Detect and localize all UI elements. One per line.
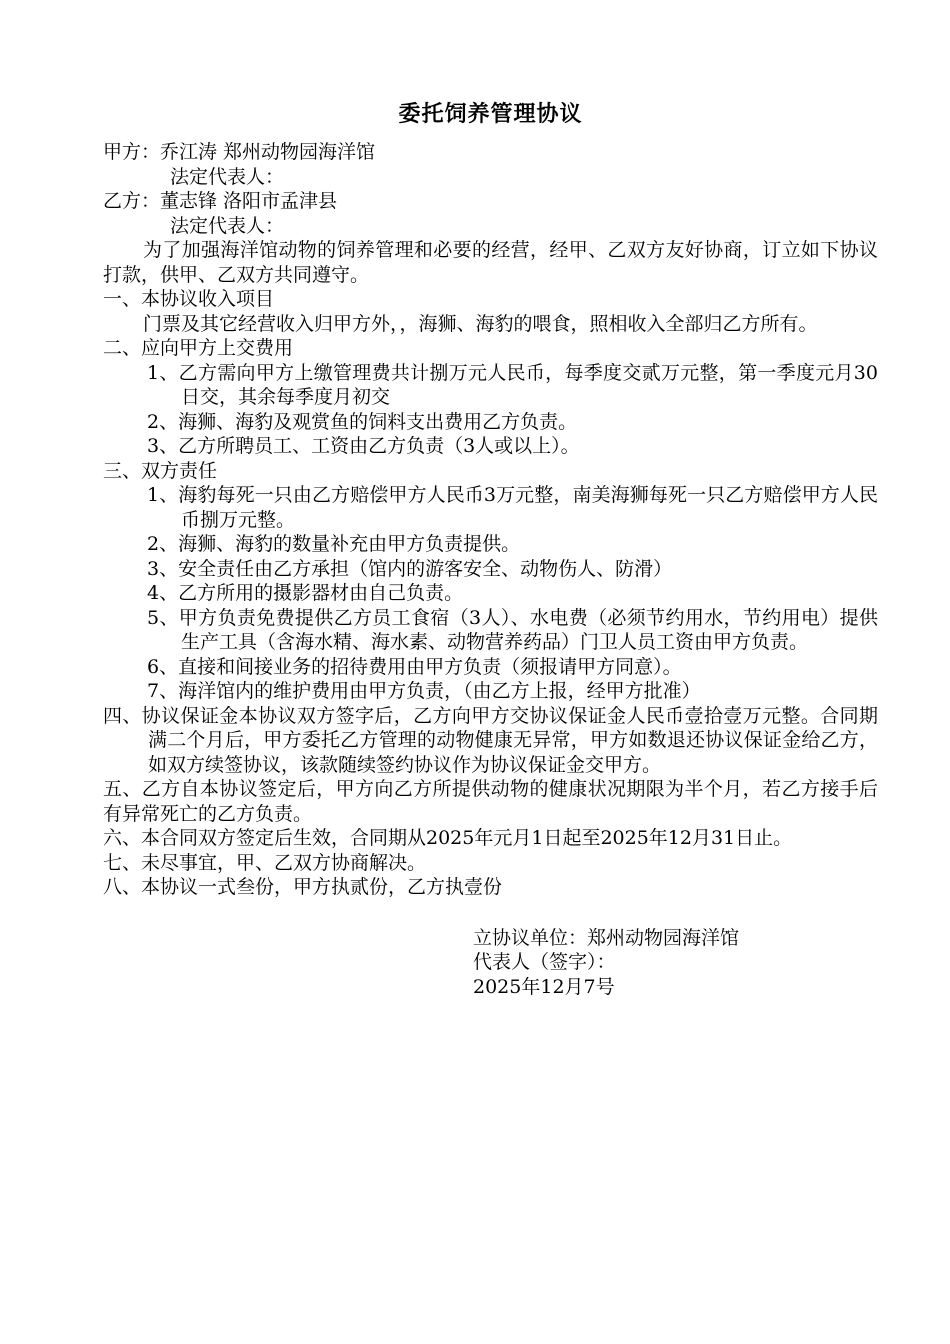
section-2-item: 3、乙方所聘员工、工资由乙方负责（3人或以上）。 bbox=[147, 435, 580, 457]
document-page bbox=[103, 100, 878, 999]
section-8-paragraph: 八、本协议一式叁份，甲方执贰份，乙方执壹份 bbox=[103, 876, 503, 898]
section-1-body: 门票及其它经营收入归甲方外，，海狮、海豹的喂食，照相收入全部归乙方所有。 bbox=[143, 312, 818, 335]
document-title: 委托饲养管理协议 bbox=[398, 101, 583, 127]
section-2-item: 2、海狮、海豹及观赏鱼的饲料支出费用乙方负责。 bbox=[147, 410, 578, 433]
section-3-item: 1、海豹每死一只由乙方赔偿甲方人民币3万元整，南美海狮每死一只乙方赔偿甲方人民币捌万元整。 bbox=[147, 484, 878, 531]
section-3-item: 3、安全责任由乙方承担（馆内的游客安全、动物伤人、防滑） bbox=[147, 557, 673, 580]
section-3-heading: 三、双方责任 bbox=[103, 459, 218, 482]
section-3-item: 6、直接和间接业务的招待费用由甲方负责（须报请甲方同意）。 bbox=[147, 655, 682, 678]
section-7-paragraph: 七、未尽事宜，甲、乙双方协商解决。 bbox=[103, 851, 427, 874]
party-a-line: 甲方：乔江涛 郑州动物园海洋馆 bbox=[103, 141, 376, 163]
section-3-item: 5、甲方负责免费提供乙方员工食宿（3人）、水电费（必须节约用水，节约用电）提供生产工具（含海水精、海水素、动物营养药品）门卫人员工资由甲方负责。 bbox=[147, 606, 878, 653]
section-4-paragraph: 四、协议保证金本协议双方签字后，乙方向甲方交协议保证金人民币壹拾壹万元整。合同期满二个月后，甲方委托乙方管理的动物健康无异常，甲方如数退还协议保证金给乙方，如双方续签协议，该款随续签约协议作为协议保证金交甲方。 bbox=[103, 704, 878, 776]
section-3-item: 4、乙方所用的摄影器材由自己负责。 bbox=[147, 582, 464, 604]
party-b-line: 乙方：董志锋 洛阳市孟津县 bbox=[103, 190, 338, 212]
party-a-representative: 法定代表人： bbox=[170, 165, 285, 188]
intro-paragraph: 为了加强海洋馆动物的饲养管理和必要的经营，经甲、乙双方友好协商，订立如下协议打款，供甲、乙双方共同遵守。 bbox=[103, 239, 878, 286]
representative-signature-line: 代表人（签字）： bbox=[473, 951, 616, 973]
section-2-item: 1、乙方需向甲方上缴管理费共计捌万元人民币，每季度交贰万元整，第一季度元月30日交，其余每季度月初交 bbox=[147, 361, 878, 408]
section-1-heading: 一、本协议收入项目 bbox=[103, 288, 275, 310]
section-3-item: 2、海狮、海豹的数量补充由甲方负责提供。 bbox=[147, 533, 521, 555]
signing-date: 2025年12月7号 bbox=[473, 975, 615, 998]
signing-unit: 立协议单位：郑州动物园海洋馆 bbox=[473, 926, 740, 949]
section-5-paragraph: 五、乙方自本协议签定后，甲方向乙方所提供动物的健康状况期限为半个月，若乙方接手后有异常死亡的乙方负责。 bbox=[103, 778, 878, 825]
section-2-heading: 二、应向甲方上交费用 bbox=[103, 337, 294, 359]
party-b-representative: 法定代表人： bbox=[170, 214, 285, 237]
section-6-paragraph: 六、本合同双方签定后生效，合同期从2025年元月1日起至2025年12月31日止。 bbox=[103, 827, 793, 849]
signature-block bbox=[103, 926, 878, 1000]
section-3-item: 7、海洋馆内的维护费用由甲方负责，（由乙方上报，经甲方批准） bbox=[147, 680, 701, 702]
